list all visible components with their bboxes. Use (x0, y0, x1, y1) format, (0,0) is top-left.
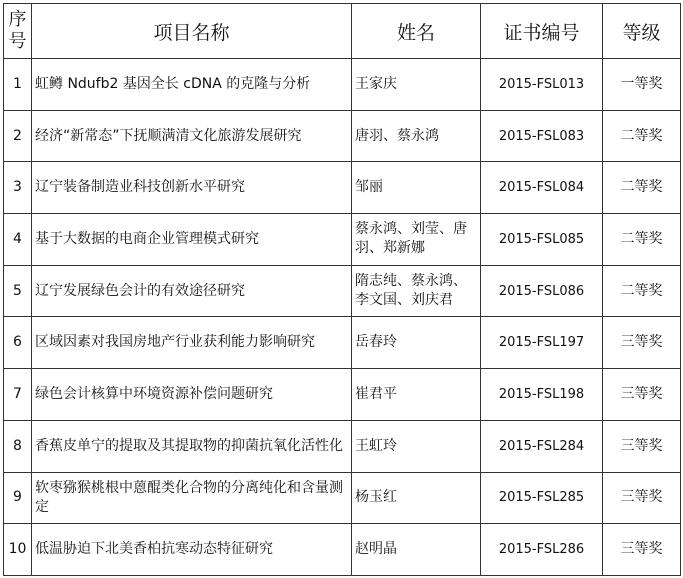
table-row (4, 420, 681, 472)
certificate-number: 2015-FSL198 (481, 369, 603, 421)
table-body (4, 59, 681, 576)
certificate-number: 2015-FSL084 (481, 162, 603, 214)
project-title: 基于大数据的电商企业管理模式研究 (32, 214, 352, 266)
row-index: 7 (4, 369, 32, 421)
table-row (4, 110, 681, 162)
person-names: 唐羽、蔡永鸿 (352, 110, 481, 162)
awards-table (3, 3, 681, 576)
row-index: 3 (4, 162, 32, 214)
project-title: 辽宁装备制造业科技创新水平研究 (32, 162, 352, 214)
award-level: 三等奖 (603, 524, 681, 576)
award-level: 一等奖 (603, 59, 681, 111)
certificate-number: 2015-FSL197 (481, 317, 603, 369)
header-title: 项目名称 (32, 4, 352, 59)
header-level: 等级 (603, 4, 681, 59)
row-index: 9 (4, 472, 32, 524)
award-level: 二等奖 (603, 214, 681, 266)
certificate-number: 2015-FSL284 (481, 420, 603, 472)
award-level: 二等奖 (603, 265, 681, 317)
table-row (4, 265, 681, 317)
award-level: 三等奖 (603, 369, 681, 421)
table-row (4, 369, 681, 421)
row-index: 6 (4, 317, 32, 369)
table-row (4, 214, 681, 266)
person-names: 杨玉红 (352, 472, 481, 524)
header-cert: 证书编号 (481, 4, 603, 59)
person-names: 王家庆 (352, 59, 481, 111)
row-index: 1 (4, 59, 32, 111)
certificate-number: 2015-FSL013 (481, 59, 603, 111)
table-row (4, 472, 681, 524)
award-level: 三等奖 (603, 472, 681, 524)
award-level: 三等奖 (603, 420, 681, 472)
certificate-number: 2015-FSL083 (481, 110, 603, 162)
award-level: 二等奖 (603, 110, 681, 162)
certificate-number: 2015-FSL286 (481, 524, 603, 576)
person-names: 蔡永鸿、刘莹、唐羽、郑新娜 (352, 214, 481, 266)
table-row (4, 162, 681, 214)
award-level: 二等奖 (603, 162, 681, 214)
person-names: 岳春玲 (352, 317, 481, 369)
person-names: 邹丽 (352, 162, 481, 214)
project-title: 低温胁迫下北美香柏抗寒动态特征研究 (32, 524, 352, 576)
table-row (4, 524, 681, 576)
certificate-number: 2015-FSL086 (481, 265, 603, 317)
row-index: 2 (4, 110, 32, 162)
row-index: 8 (4, 420, 32, 472)
project-title: 绿色会计核算中环境资源补偿问题研究 (32, 369, 352, 421)
person-names: 崔君平 (352, 369, 481, 421)
row-index: 10 (4, 524, 32, 576)
row-index: 4 (4, 214, 32, 266)
project-title: 虹鳟 Ndufb2 基因全长 cDNA 的克隆与分析 (32, 59, 352, 111)
header-names: 姓名 (352, 4, 481, 59)
person-names: 赵明晶 (352, 524, 481, 576)
row-index: 5 (4, 265, 32, 317)
project-title: 经济“新常态”下抚顺满清文化旅游发展研究 (32, 110, 352, 162)
project-title: 香蕉皮单宁的提取及其提取物的抑菌抗氧化活性化 (32, 420, 352, 472)
award-level: 三等奖 (603, 317, 681, 369)
project-title: 区域因素对我国房地产行业获利能力影响研究 (32, 317, 352, 369)
project-title: 辽宁发展绿色会计的有效途径研究 (32, 265, 352, 317)
certificate-number: 2015-FSL285 (481, 472, 603, 524)
project-title: 软枣猕猴桃根中蒽醌类化合物的分离纯化和含量测定 (32, 472, 352, 524)
certificate-number: 2015-FSL085 (481, 214, 603, 266)
table-row (4, 59, 681, 111)
person-names: 王虹玲 (352, 420, 481, 472)
header-index: 序号 (4, 4, 32, 59)
table-row (4, 317, 681, 369)
header-row (4, 4, 681, 59)
person-names: 隋志纯、蔡永鸿、李文国、刘庆君 (352, 265, 481, 317)
